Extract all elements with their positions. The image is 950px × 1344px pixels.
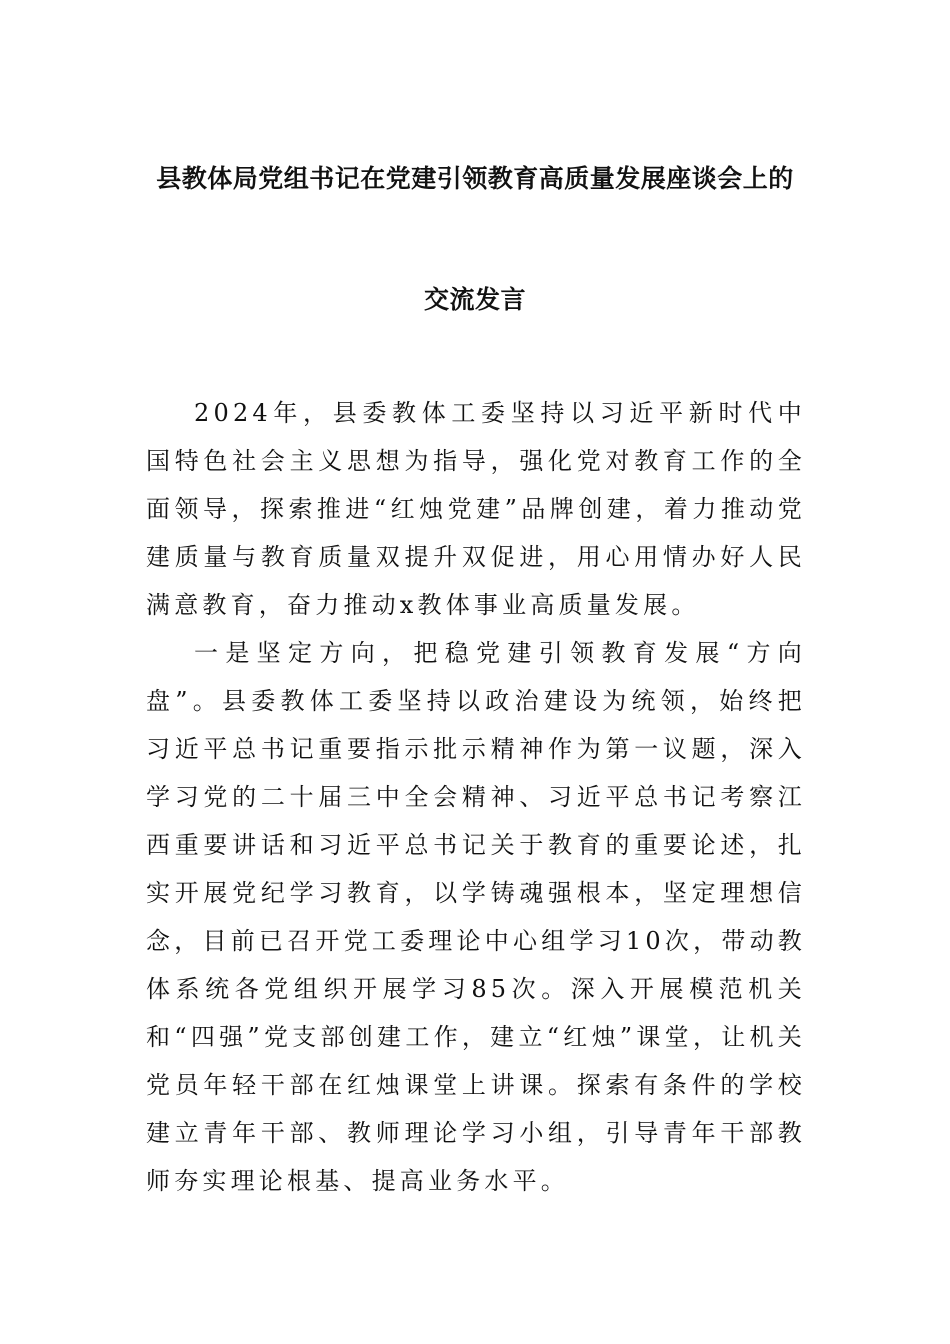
document-title-line-1: 县教体局党组书记在党建引领教育高质量发展座谈会上的 [156, 164, 794, 193]
document-title-line-2: 交流发言 [423, 285, 526, 314]
body-paragraph-direction: 一是坚定方向，把稳党建引领教育发展“方向盘”。县委教体工委坚持以政治建设为统领，始终把习近平总书记重要指示批示精神作为第一议题，深入学习党的二十届三中全会精神、习近平总书记考察江西重要讲话和习近平总书记关于教育的重要论述，扎实开展党纪学习教育，以学铸魂强根本，坚定理想信念，目前已召开党工委理论中心组学习10次，带动教体系统各党组织开展学习85次。深入开展模范机关和“四强”党支部创建工作，建立“红烛”课堂，让机关党员年轻干部在红烛课堂上讲课。探索有条件的学校建立青年干部、教师理论学习小组，引导青年干部教师夯实理论根基、提高业务水平。 [146, 639, 806, 1195]
body-paragraph-intro: 2024年，县委教体工委坚持以习近平新时代中国特色社会主义思想为指导，强化党对教育工作的全面领导，探索推进“红烛党建”品牌创建，着力推动党建质量与教育质量双提升双促进，用心用情办好人民满意教育，奋力推动x教体事业高质量发展。 [146, 399, 806, 619]
